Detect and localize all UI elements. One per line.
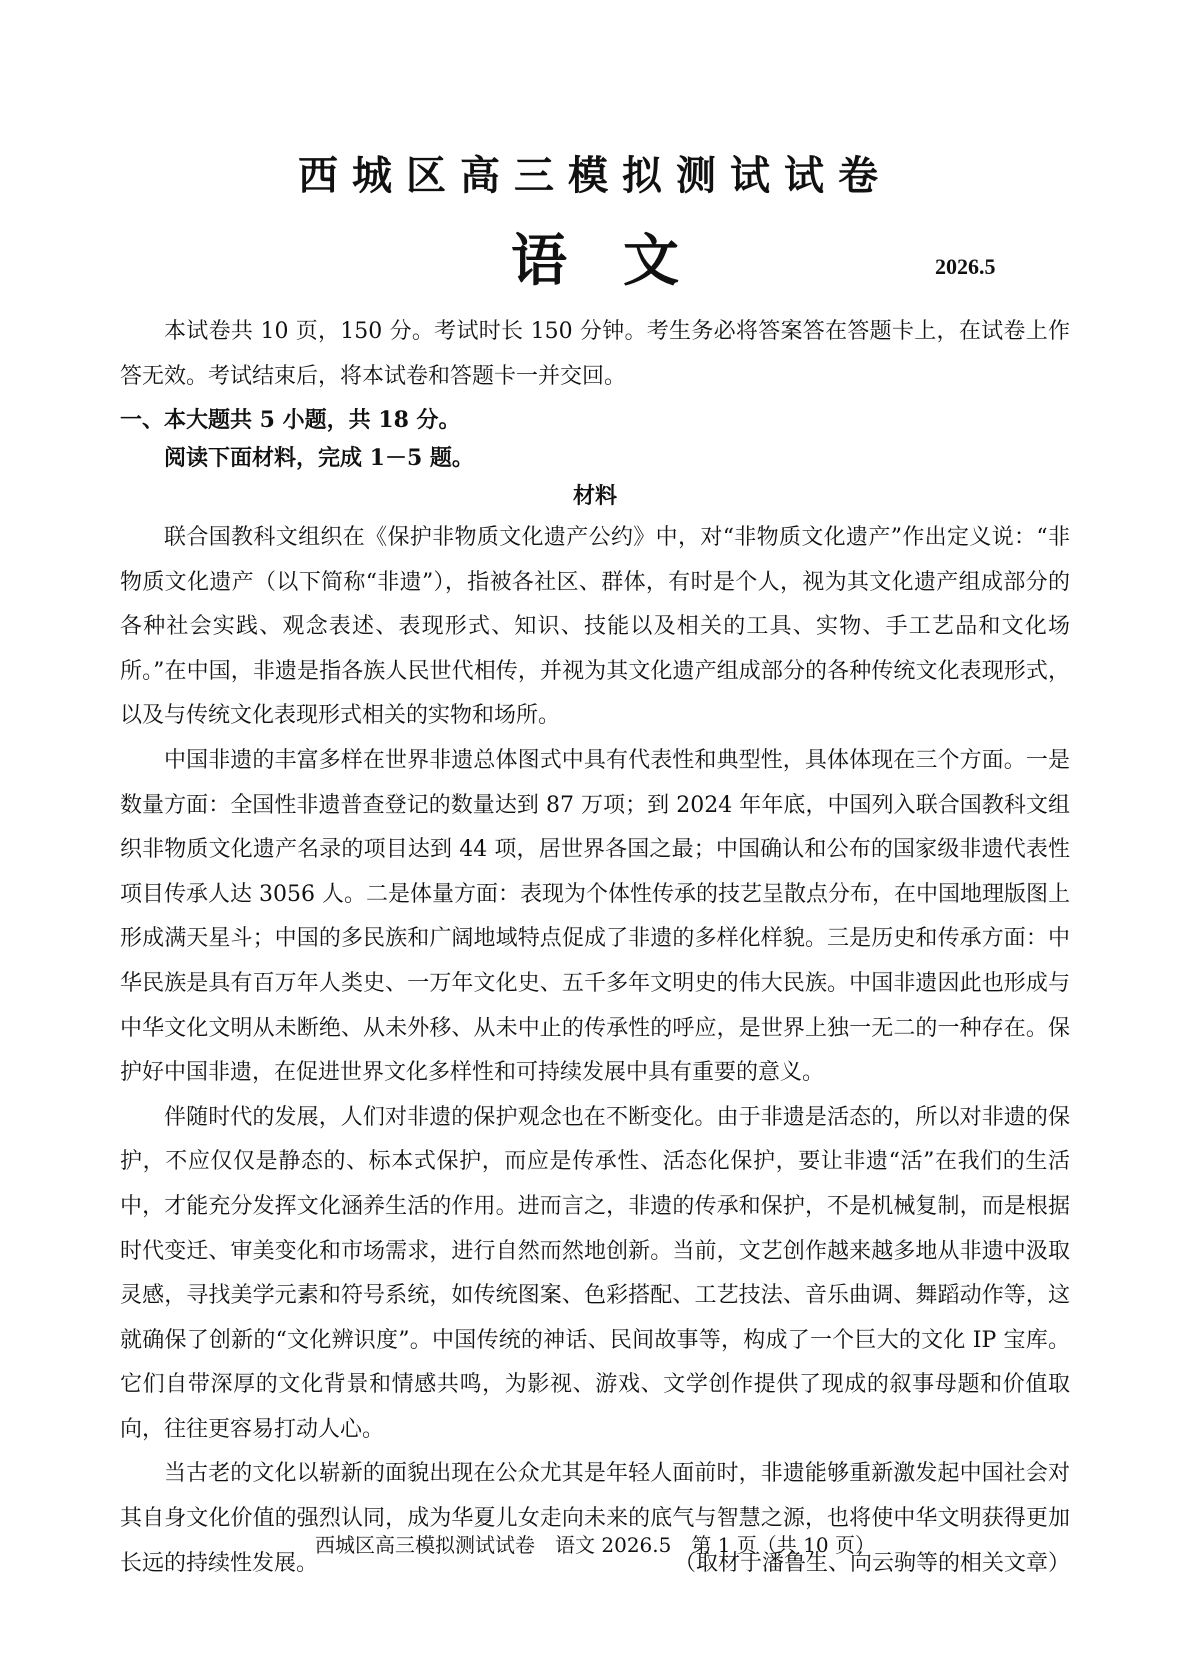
material-paragraph-2: 中国非遗的丰富多样在世界非遗总体图式中具有代表性和典型性，具体体现在三个方面。一是数量方面：全国性非遗普查登记的数量达到 87 万项；到 2024 年年底，中国列入联合国教科文组织非物质文化遗产名录的项目达到 44 项，居世界各国之最；中国确认和公布的国家级非遗代表性项目传承人达 3056 人。二是体量方面：表现为个体性传承的技艺呈散点分布，在中国地理版图上形成满天星斗；中国的多民族和广阔地域特点促成了非遗的多样化样貌。三是历史和传承方面：中华民族是具有百万年人类史、一万年文化史、五千多年文明史的伟大民族。中国非遗因此也形成与中华文化文明从未断绝、从未外移、从未中止的传承性的呼应，是世界上独一无二的一种存在。保护好中国非遗，在促进世界文化多样性和可持续发展中具有重要的意义。	[120, 747, 1070, 1086]
material-paragraph-4	[120, 1452, 1070, 1586]
exam-title: 西城区高三模拟测试试卷	[298, 152, 892, 199]
material-paragraph-3: 伴随时代的发展，人们对非遗的保护观念也在不断变化。由于非遗是活态的，所以对非遗的保护，不应仅仅是静态的、标本式保护，而应是传承性、活态化保护，要让非遗“活”在我们的生活中，才能充分发挥文化涵养生活的作用。进而言之，非遗的传承和保护，不是机械复制，而是根据时代变迁、审美变化和市场需求，进行自然而然地创新。当前，文艺创作越来越多地从非遗中汲取灵感，寻找美学元素和符号系统，如传统图案、色彩搭配、工艺技法、音乐曲调、舞蹈动作等，这就确保了创新的“文化辨识度”。中国传统的神话、民间故事等，构成了一个巨大的文化 IP 宝库。它们自带深厚的文化背景和情感共鸣，为影视、游戏、文学创作提供了现成的叙事母题和价值取向，往往更容易打动人心。	[120, 1104, 1070, 1442]
section-heading: 一、本大题共 5 小题，共 18 分。	[120, 407, 461, 433]
material-body	[120, 516, 1070, 1586]
subject-title: 语文	[511, 228, 735, 294]
reading-instruction: 阅读下面材料，完成 1－5 题。	[164, 445, 474, 471]
material-paragraph-1: 联合国教科文组织在《保护非物质文化遗产公约》中，对“非物质文化遗产”作出定义说：“非物质文化遗产（以下简称“非遗”），指被各社区、群体，有时是个人，视为其文化遗产组成部分的各种社会实践、观念表述、表现形式、知识、技能以及相关的工具、实物、手工艺品和文化场所。”在中国，非遗是指各族人民世代相传，并视为其文化遗产组成部分的各种传统文化表现形式，以及与传统文化表现形式相关的实物和场所。	[120, 525, 1070, 729]
material-paragraph-4-text: 当古老的文化以崭新的面貌出现在公众尤其是年轻人面前时，非遗能够重新激发起中国社会对其自身文化价值的强烈认同，成为华夏儿女走向未来的底气与智慧之源，也将使中华文明获得更加长远的持续性发展。	[120, 1461, 1070, 1576]
page-footer: 西城区高三模拟测试试卷 语文 2026.5 第 1 页（共 10 页）	[315, 1533, 875, 1557]
material-source: （取材于潘鲁生、向云驹等的相关文章）	[673, 1550, 1070, 1576]
instructions-text: 本试卷共 10 页，150 分。考试时长 150 分钟。考生务必将答案答在答题卡上，在试卷上作答无效。考试结束后，将本试卷和答题卡一并交回。	[120, 319, 1070, 389]
material-title: 材料	[572, 483, 617, 509]
exam-date: 2026.5	[935, 254, 996, 279]
exam-instructions	[120, 310, 1070, 399]
